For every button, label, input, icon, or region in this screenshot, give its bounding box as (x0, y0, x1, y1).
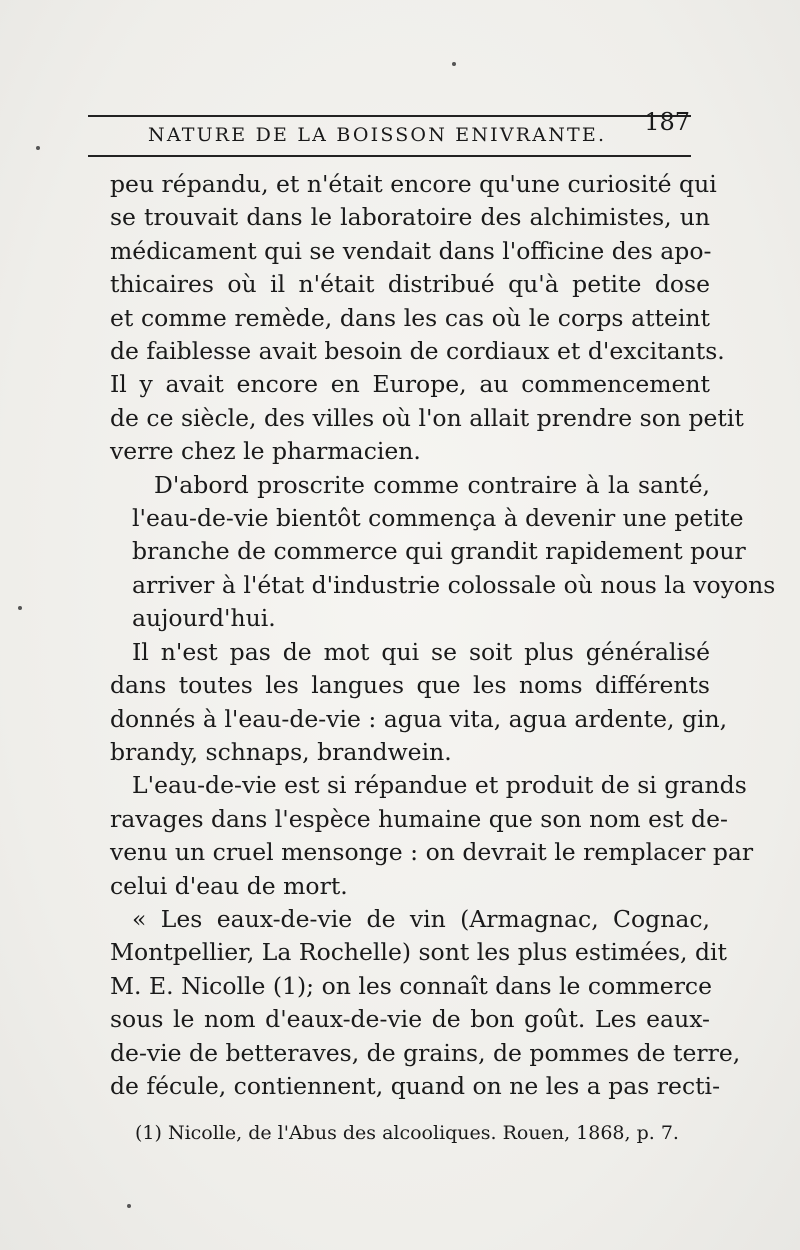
text-line: verre chez le pharmacien. (110, 437, 421, 466)
text-line: dans toutes les langues que les noms différents (110, 671, 710, 700)
text-line: peu répandu, et n'était encore qu'une curiosité qui (110, 170, 717, 198)
paragraph (110, 769, 754, 903)
paragraph (110, 469, 776, 636)
text-line: de fécule, contiennent, quand on ne les a pas recti- (110, 1071, 721, 1100)
print-speck (36, 146, 40, 150)
footnote: (1) Nicolle, de l'Abus des alcooliques. Rouen, 1868, p. 7. (135, 1122, 679, 1144)
text-line: « Les eaux-de-vie de vin (Armagnac, Cognac, (132, 904, 710, 933)
print-speck (18, 606, 22, 610)
text-line: arriver à l'état d'industrie colossale où nous la voyons (132, 570, 776, 599)
text-line: ravages dans l'espèce humaine que son nom est de- (110, 804, 728, 833)
text-line: donnés à l'eau-de-vie : agua vita, agua ardente, gin, (110, 704, 728, 733)
text-line: de-vie de betteraves, de grains, de pommes de terre, (110, 1038, 741, 1067)
paragraph (110, 903, 741, 1103)
header-top-rule (88, 115, 691, 117)
text-line: de ce siècle, des villes où l'on allait prendre son petit (110, 403, 744, 432)
running-head: NATURE DE LA BOISSON ENIVRANTE. (148, 124, 607, 146)
page-number: 187 (644, 108, 690, 136)
text-line: venu un cruel mensonge : on devrait le remplacer par (110, 838, 754, 867)
text-line: branche de commerce qui grandit rapidement pour (132, 537, 746, 566)
text-line: se trouvait dans le laboratoire des alchimistes, un (110, 203, 710, 232)
text-line: et comme remède, dans les cas où le corps atteint (110, 303, 710, 332)
text-line: médicament qui se vendait dans l'officine des apo- (110, 236, 712, 265)
text-line: brandy, schnaps, brandwein. (110, 737, 452, 766)
body-text (110, 168, 776, 1103)
text-line: Montpellier, La Rochelle) sont les plus estimées, dit (110, 938, 727, 967)
text-line: l'eau-de-vie bientôt commença à devenir une petite (132, 504, 744, 533)
print-speck (452, 62, 456, 66)
paragraph (110, 636, 728, 770)
text-line: Il n'est pas de mot qui se soit plus généralisé (132, 637, 710, 666)
text-line: aujourd'hui. (132, 604, 276, 633)
text-line: sous le nom d'eaux-de-vie de bon goût. Les eaux- (110, 1005, 710, 1034)
print-speck (127, 1204, 131, 1208)
header-bottom-rule (88, 155, 691, 157)
text-line: celui d'eau de mort. (110, 871, 348, 900)
text-line: thicaires où il n'était distribué qu'à petite dose (110, 270, 710, 299)
text-line: Il y avait encore en Europe, au commencement (110, 370, 710, 399)
text-line: de faiblesse avait besoin de cordiaux et d'excitants. (110, 337, 725, 366)
text-line: L'eau-de-vie est si répandue et produit de si grands (132, 771, 747, 800)
text-line: M. E. Nicolle (1); on les connaît dans le commerce (110, 971, 712, 1000)
paragraph (110, 168, 744, 469)
text-line: D'abord proscrite comme contraire à la santé, (154, 470, 710, 499)
